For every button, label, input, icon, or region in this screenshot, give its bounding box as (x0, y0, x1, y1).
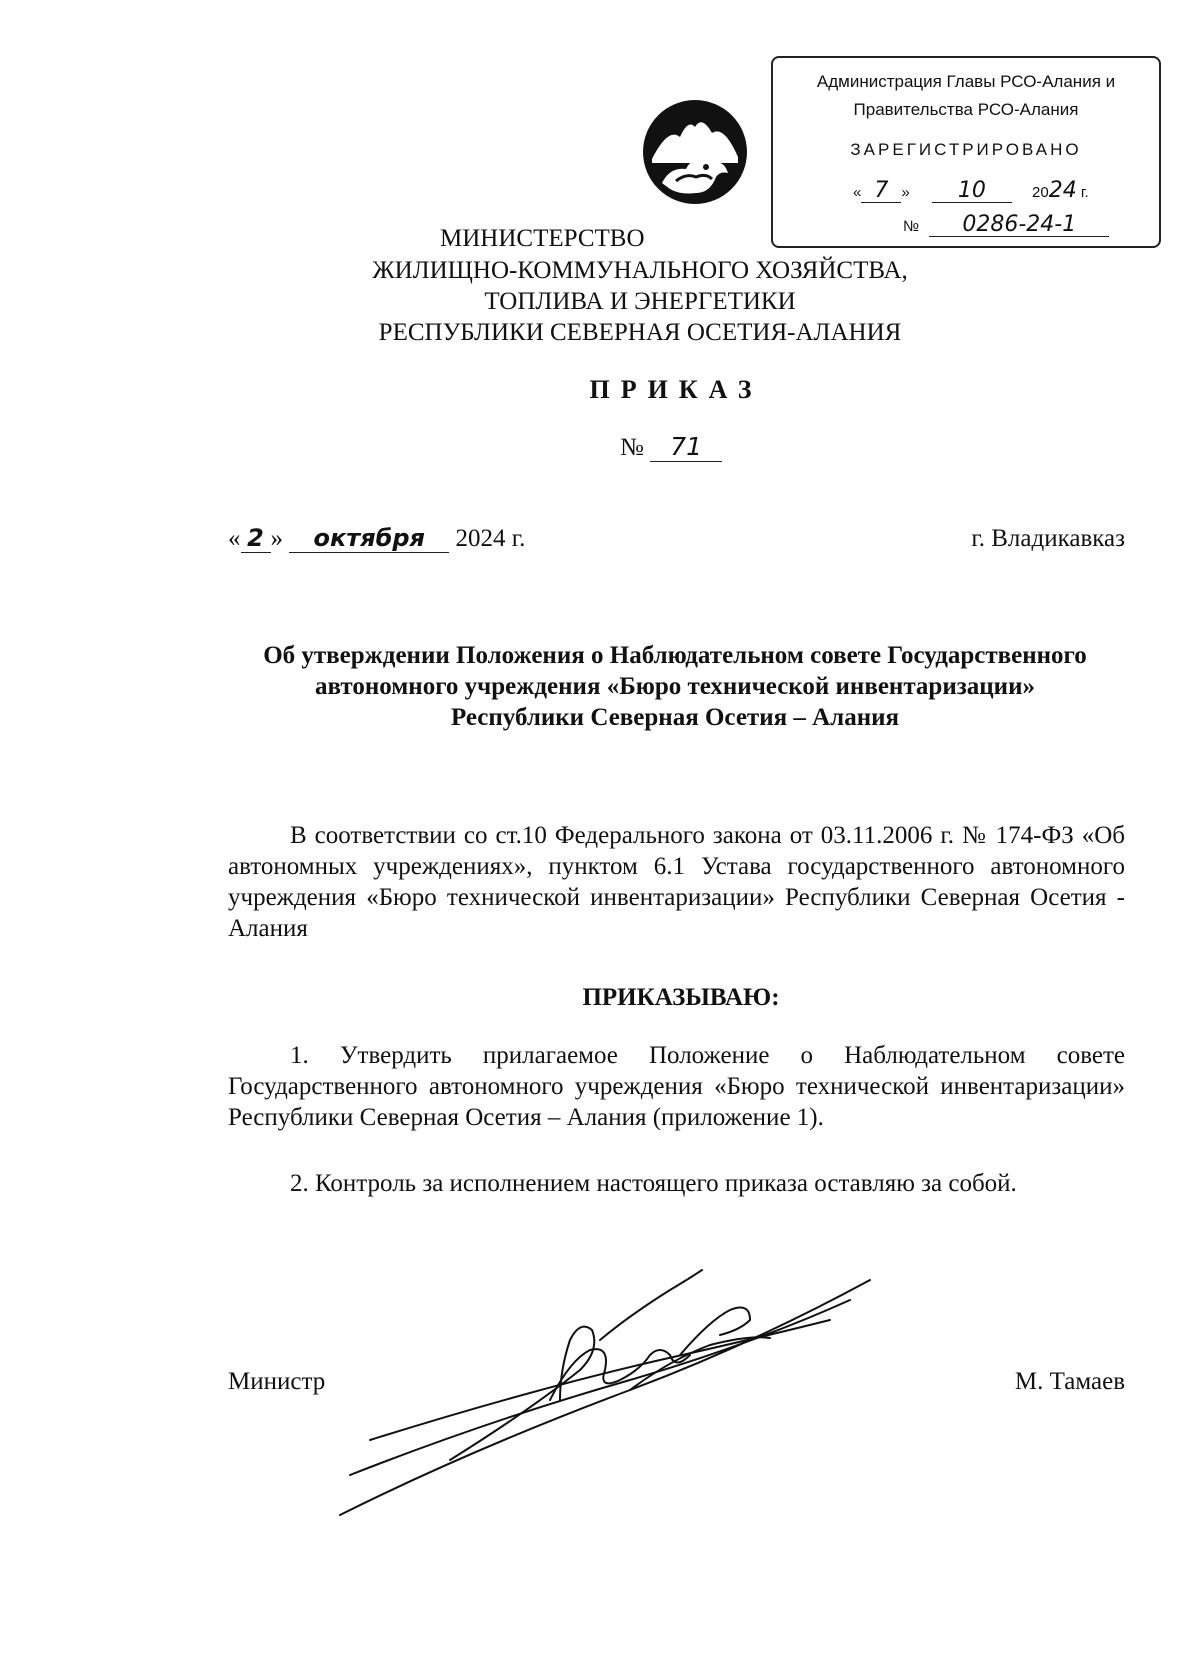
date-day: 2 (241, 524, 271, 553)
header-line-3: ТОПЛИВА И ЭНЕРГЕТИКИ (484, 288, 796, 315)
date-close-quote: » (270, 525, 283, 552)
signature-position: Министр (228, 1368, 326, 1395)
subject-line-3: Республики Северная Осетия – Алания (450, 704, 900, 731)
date-year: 2024 г. (455, 525, 526, 552)
order-number: 71 (650, 432, 722, 462)
order-item-1: 1. Утвердить прилагаемое Положение о Наблюдательном совете Государственного автономного учреждения «Бюро технической инвентаризации» Республики Северная Осетия – Алания (приложение 1). (228, 1042, 1125, 1131)
coat-of-arms-emblem (640, 97, 750, 207)
header-line-1: МИНИСТЕРСТВО (440, 225, 645, 252)
handwritten-signature (330, 1260, 890, 1530)
order-item-2: 2. Контроль за исполнением настоящего приказа оставляю за собой. (290, 1170, 1017, 1197)
order-number-label: № (620, 434, 644, 461)
stamp-month: 10 (932, 180, 1012, 203)
stamp-year-unit: г. (1080, 184, 1089, 201)
order-date (228, 524, 525, 553)
order-subject (200, 640, 1150, 733)
header-line-4: РЕСПУБЛИКИ СЕВЕРНАЯ ОСЕТИЯ-АЛАНИЯ (378, 319, 902, 346)
date-month: октября (289, 524, 449, 553)
stamp-day: 7 (861, 180, 901, 203)
stamp-number-row (903, 214, 1143, 244)
stamp-year-suffix: 24 (1048, 178, 1077, 203)
date-open-quote: « (228, 525, 241, 552)
directive-heading: ПРИКАЗЫВАЮ: (582, 984, 780, 1011)
stamp-number: 0286-24-1 (929, 214, 1109, 237)
order-title: ПРИКАЗ (589, 375, 763, 404)
registration-stamp (771, 56, 1161, 248)
stamp-year-prefix: 20 (1032, 184, 1049, 201)
signature-name: М. Тамаев (1014, 1368, 1125, 1395)
stamp-org-line2: Правительства РСО-Алания (853, 100, 1079, 119)
stamp-date-row: « 7 » 10 2024 г. (853, 178, 1089, 203)
subject-line-1: Об утверждении Положения о Наблюдательном совете Государственного (263, 642, 1087, 669)
stamp-org-line1: Администрация Главы РСО-Алания и (816, 72, 1116, 91)
preamble-paragraph: В соответствии со ст.10 Федерального закона от 03.11.2006 г. № 174-ФЗ «Об автономных учреждениях», пунктом 6.1 Устава государственного автономного учреждения «Бюро технической инвентаризации» Республики Северная Осетия - Алания (228, 822, 1125, 942)
header-line-2: ЖИЛИЩНО-КОММУНАЛЬНОГО ХОЗЯЙСТВА, (372, 257, 908, 284)
city: г. Владикавказ (971, 525, 1125, 552)
stamp-registered-label: ЗАРЕГИСТРИРОВАНО (850, 140, 1082, 159)
subject-line-2: автономного учреждения «Бюро технической инвентаризации» (315, 673, 1035, 700)
order-number-line (620, 432, 722, 462)
stamp-number-label: № (903, 218, 920, 235)
